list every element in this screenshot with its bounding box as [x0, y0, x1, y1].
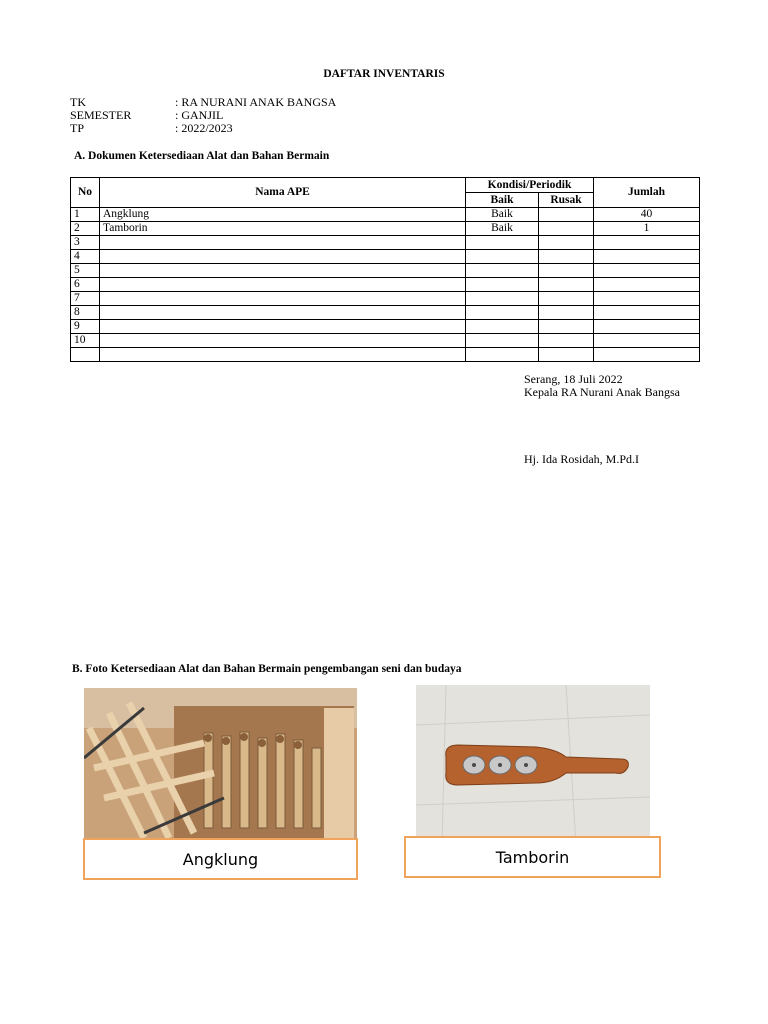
cell-baik	[466, 320, 539, 334]
cell-jumlah	[594, 320, 700, 334]
cell-baik	[466, 348, 539, 362]
meta-value: : RA NURANI ANAK BANGSA	[175, 95, 337, 109]
cell-baik	[466, 278, 539, 292]
cell-jumlah	[594, 236, 700, 250]
tambourine-photo	[416, 685, 650, 845]
cell-nama	[100, 348, 466, 362]
section-a-heading: A. Dokumen Ketersediaan Alat dan Bahan Bermain	[74, 150, 330, 162]
cell-baik: Baik	[466, 222, 539, 236]
cell-rusak	[539, 236, 594, 250]
cell-no: 5	[71, 264, 100, 278]
cell-jumlah	[594, 292, 700, 306]
cell-nama	[100, 334, 466, 348]
cell-baik	[466, 334, 539, 348]
signature-place-date: Serang, 18 Juli 2022	[524, 372, 623, 386]
meta-value: : GANJIL	[175, 108, 224, 122]
cell-no: 4	[71, 250, 100, 264]
header-kondisi: Kondisi/Periodik	[466, 178, 594, 193]
table-row	[71, 222, 700, 236]
cell-nama: Angklung	[100, 208, 466, 222]
cell-nama	[100, 320, 466, 334]
tambourine-photo-icon	[416, 685, 650, 845]
cell-jumlah: 40	[594, 208, 700, 222]
cell-jumlah	[594, 278, 700, 292]
cell-nama	[100, 250, 466, 264]
meta-row-tp	[70, 122, 336, 135]
cell-nama	[100, 292, 466, 306]
cell-rusak	[539, 208, 594, 222]
table-header-row	[71, 178, 700, 193]
cell-no: 8	[71, 306, 100, 320]
cell-rusak	[539, 250, 594, 264]
cell-rusak	[539, 320, 594, 334]
meta-value: : 2022/2023	[175, 121, 233, 135]
cell-jumlah	[594, 348, 700, 362]
document-title: DAFTAR INVENTARIS	[323, 68, 445, 80]
meta-label: TP	[70, 121, 85, 135]
cell-nama	[100, 236, 466, 250]
table-row	[71, 334, 700, 348]
cell-rusak	[539, 292, 594, 306]
cell-no	[71, 348, 100, 362]
cell-rusak	[539, 334, 594, 348]
meta-label: TK	[70, 95, 86, 109]
cell-jumlah	[594, 264, 700, 278]
cell-jumlah	[594, 250, 700, 264]
header-nama: Nama APE	[100, 178, 466, 208]
cell-nama	[100, 264, 466, 278]
cell-nama	[100, 278, 466, 292]
cell-baik	[466, 250, 539, 264]
document-meta	[70, 96, 336, 135]
cell-no: 7	[71, 292, 100, 306]
cell-baik	[466, 264, 539, 278]
cell-baik	[466, 306, 539, 320]
table-row	[71, 320, 700, 334]
header-no: No	[71, 178, 100, 208]
cell-rusak	[539, 264, 594, 278]
table-row	[71, 208, 700, 222]
cell-nama: Tamborin	[100, 222, 466, 236]
table-row	[71, 264, 700, 278]
cell-jumlah	[594, 306, 700, 320]
table-row	[71, 306, 700, 320]
cell-no: 3	[71, 236, 100, 250]
cell-no: 6	[71, 278, 100, 292]
header-rusak: Rusak	[539, 193, 594, 208]
cell-no: 1	[71, 208, 100, 222]
cell-baik	[466, 236, 539, 250]
cell-no: 2	[71, 222, 100, 236]
caption-tamborin: Tamborin	[404, 836, 661, 878]
cell-jumlah	[594, 334, 700, 348]
cell-rusak	[539, 348, 594, 362]
signature-name: Hj. Ida Rosidah, M.Pd.I	[524, 452, 639, 466]
table-row	[71, 292, 700, 306]
cell-baik	[466, 292, 539, 306]
inventory-table	[70, 177, 700, 362]
cell-no: 9	[71, 320, 100, 334]
table-row	[71, 348, 700, 362]
table-row	[71, 250, 700, 264]
signature-position: Kepala RA Nurani Anak Bangsa	[524, 385, 680, 399]
cell-nama	[100, 306, 466, 320]
cell-jumlah: 1	[594, 222, 700, 236]
cell-no: 10	[71, 334, 100, 348]
cell-rusak	[539, 278, 594, 292]
header-baik: Baik	[466, 193, 539, 208]
table-row	[71, 278, 700, 292]
cell-rusak	[539, 222, 594, 236]
meta-label: SEMESTER	[70, 108, 132, 122]
caption-angklung: Angklung	[83, 838, 358, 880]
cell-rusak	[539, 306, 594, 320]
cell-baik: Baik	[466, 208, 539, 222]
section-b-heading: B. Foto Ketersediaan Alat dan Bahan Bermain pengembangan seni dan budaya	[72, 663, 462, 675]
header-jumlah: Jumlah	[594, 178, 700, 208]
table-row	[71, 236, 700, 250]
